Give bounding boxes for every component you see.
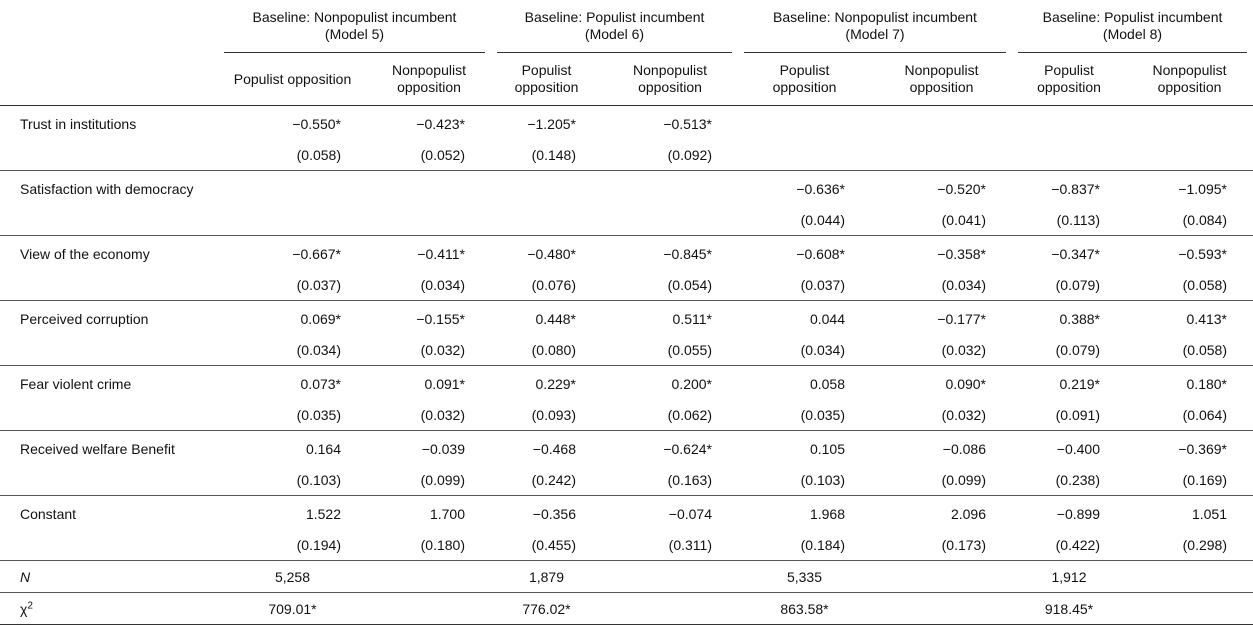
standard-error-cell: (0.184) xyxy=(800,536,845,553)
standard-error-cell: (0.238) xyxy=(1055,471,1100,488)
empty-cell xyxy=(367,561,491,593)
standard-error-cell: (0.103) xyxy=(296,471,341,488)
coefficient-cell: −1.095* xyxy=(1178,180,1227,197)
coefficient-cell: −0.356 xyxy=(532,505,576,522)
standard-error-cell xyxy=(491,204,602,236)
coefficient-cell: −0.608* xyxy=(796,245,845,262)
standard-error-cell: (0.169) xyxy=(1182,471,1227,488)
standard-error-cell: (0.079) xyxy=(1055,276,1100,293)
table-row xyxy=(0,399,1253,431)
table-row xyxy=(0,269,1253,301)
standard-error-cell: (0.194) xyxy=(296,536,341,553)
table-row xyxy=(0,366,1253,400)
standard-error-cell: (0.422) xyxy=(1055,536,1100,553)
coefficient-cell: −0.667* xyxy=(292,245,341,262)
standard-error-cell: (0.052) xyxy=(420,146,465,163)
coefficient-cell xyxy=(871,106,1012,140)
standard-error-cell: (0.092) xyxy=(667,146,712,163)
row-label: Trust in institutions xyxy=(20,115,137,132)
coefficient-cell: 0.044 xyxy=(809,310,845,327)
chi-square-value-cell: 709.01* xyxy=(268,600,317,617)
coefficient-cell: −0.369* xyxy=(1178,440,1227,457)
coefficient-cell: −1.205* xyxy=(527,115,576,132)
empty-cell xyxy=(602,561,738,593)
coefficient-cell: 1.968 xyxy=(809,505,845,522)
chi-symbol: χ xyxy=(20,600,28,617)
empty-cell xyxy=(1126,561,1253,593)
standard-error-cell: (0.099) xyxy=(941,471,986,488)
coefficient-cell: 0.058 xyxy=(809,375,845,392)
row-label: Satisfaction with democracy xyxy=(20,180,194,197)
standard-error-cell: (0.034) xyxy=(941,276,986,293)
coefficient-cell: 0.511* xyxy=(672,310,712,327)
standard-error-cell: (0.163) xyxy=(667,471,712,488)
table-row xyxy=(0,204,1253,236)
coefficient-cell: 0.090* xyxy=(945,375,986,392)
table-row xyxy=(0,106,1253,140)
chi-square-row xyxy=(0,593,1253,625)
standard-error-cell xyxy=(218,204,367,236)
row-label: View of the economy xyxy=(20,245,150,262)
coefficient-cell: −0.347* xyxy=(1051,245,1100,262)
coefficient-cell: 2.096 xyxy=(950,505,986,522)
n-label: N xyxy=(20,568,31,585)
coefficient-cell: −0.155* xyxy=(416,310,465,327)
standard-error-cell: (0.455) xyxy=(531,536,576,553)
standard-error-cell: (0.032) xyxy=(420,406,465,423)
coefficient-cell: −0.074 xyxy=(668,505,712,522)
standard-error-cell: (0.035) xyxy=(800,406,845,423)
coefficient-cell: 0.069* xyxy=(300,310,341,327)
coefficient-cell: 0.091* xyxy=(424,375,465,392)
coefficient-cell: −0.400 xyxy=(1056,440,1100,457)
empty-cell xyxy=(367,593,491,625)
coefficient-cell: −0.480* xyxy=(527,245,576,262)
coefficient-cell xyxy=(218,171,367,205)
coefficient-cell: 1.051 xyxy=(1191,505,1227,522)
coefficient-cell: −0.845* xyxy=(663,245,712,262)
standard-error-cell: (0.242) xyxy=(531,471,576,488)
subheader-cell: Populist opposition xyxy=(772,62,837,95)
standard-error-cell: (0.076) xyxy=(531,276,576,293)
standard-error-cell: (0.064) xyxy=(1182,406,1227,423)
standard-error-cell xyxy=(1126,139,1253,171)
row-label-blank xyxy=(0,269,218,301)
n-row xyxy=(0,561,1253,593)
table-row xyxy=(0,171,1253,205)
standard-error-cell: (0.103) xyxy=(800,471,845,488)
standard-error-cell: (0.044) xyxy=(800,211,845,228)
coefficient-cell: 0.180* xyxy=(1186,375,1227,392)
corner-cell-sub xyxy=(0,53,218,106)
coefficient-cell: −0.624* xyxy=(663,440,712,457)
subheader-cell: Populist opposition xyxy=(233,70,352,87)
coefficient-cell: −0.468 xyxy=(532,440,576,457)
standard-error-cell xyxy=(871,139,1012,171)
coefficient-cell: −0.550* xyxy=(292,115,341,132)
standard-error-cell: (0.311) xyxy=(668,536,712,553)
chi-superscript: 2 xyxy=(27,599,33,611)
coefficient-cell xyxy=(602,171,738,205)
row-label-blank xyxy=(0,204,218,236)
row-label: Constant xyxy=(20,505,77,522)
coefficient-cell: 0.229* xyxy=(535,375,576,392)
standard-error-cell: (0.032) xyxy=(420,341,465,358)
standard-error-cell xyxy=(1012,139,1126,171)
coefficient-cell: 0.164 xyxy=(305,440,341,457)
standard-error-cell: (0.093) xyxy=(531,406,576,423)
group-header-model-8: Baseline: Populist incumbent (Model 8) xyxy=(1012,0,1253,53)
coefficient-cell xyxy=(1012,106,1126,140)
coefficient-cell: 0.200* xyxy=(671,375,712,392)
row-label: Perceived corruption xyxy=(20,310,149,327)
standard-error-cell: (0.058) xyxy=(1182,341,1227,358)
group-header-model-5: Baseline: Nonpopulist incumbent (Model 5) xyxy=(218,0,491,53)
table-row xyxy=(0,529,1253,561)
row-label-blank xyxy=(0,139,218,171)
coefficient-cell: −0.593* xyxy=(1178,245,1227,262)
coefficient-cell xyxy=(491,171,602,205)
coefficient-cell: −0.899 xyxy=(1056,505,1100,522)
row-label: Fear violent crime xyxy=(20,375,132,392)
coefficient-cell: −0.423* xyxy=(416,115,465,132)
standard-error-cell: (0.034) xyxy=(296,341,341,358)
table-row xyxy=(0,301,1253,335)
group-header-row xyxy=(0,0,1253,53)
table-row xyxy=(0,236,1253,270)
coefficient-cell: 0.073* xyxy=(300,375,341,392)
coefficient-cell: −0.520* xyxy=(937,180,986,197)
empty-cell xyxy=(871,593,1012,625)
empty-cell xyxy=(871,561,1012,593)
row-label-blank xyxy=(0,464,218,496)
coefficient-cell xyxy=(738,106,871,140)
group-header-model-6: Baseline: Populist incumbent (Model 6) xyxy=(491,0,738,53)
standard-error-cell: (0.035) xyxy=(296,406,341,423)
coefficient-cell: −0.039 xyxy=(421,440,465,457)
coefficient-cell: −0.513* xyxy=(663,115,712,132)
coefficient-cell: 1.522 xyxy=(305,505,341,522)
coefficient-cell: −0.358* xyxy=(937,245,986,262)
n-value-cell: 1,879 xyxy=(528,568,565,585)
standard-error-cell: (0.079) xyxy=(1055,341,1100,358)
table-body xyxy=(0,106,1253,625)
table-row xyxy=(0,139,1253,171)
standard-error-cell: (0.298) xyxy=(1182,536,1227,553)
coefficient-cell: 0.388* xyxy=(1059,310,1100,327)
subheader-cell: Nonpopulist opposition xyxy=(633,62,707,95)
subheader-cell: Populist opposition xyxy=(514,62,579,95)
standard-error-cell: (0.173) xyxy=(941,536,986,553)
standard-error-cell: (0.055) xyxy=(667,341,712,358)
row-label-blank xyxy=(0,399,218,431)
subheader-cell: Nonpopulist opposition xyxy=(392,62,466,95)
standard-error-cell: (0.091) xyxy=(1055,406,1100,423)
empty-cell xyxy=(602,593,738,625)
standard-error-cell: (0.080) xyxy=(531,341,576,358)
n-value-cell: 5,258 xyxy=(274,568,311,585)
coefficient-cell: −0.086 xyxy=(942,440,986,457)
chi-square-label xyxy=(0,593,218,625)
standard-error-cell: (0.058) xyxy=(1182,276,1227,293)
subheader-row xyxy=(0,53,1253,106)
standard-error-cell: (0.113) xyxy=(1056,211,1100,228)
standard-error-cell: (0.058) xyxy=(296,146,341,163)
standard-error-cell: (0.041) xyxy=(941,211,986,228)
empty-cell xyxy=(1126,593,1253,625)
coefficient-cell: −0.837* xyxy=(1051,180,1100,197)
standard-error-cell: (0.034) xyxy=(420,276,465,293)
n-value-cell: 5,335 xyxy=(786,568,823,585)
standard-error-cell xyxy=(602,204,738,236)
row-label: Received welfare Benefit xyxy=(20,440,175,457)
n-value-cell: 1,912 xyxy=(1051,568,1087,585)
coefficient-cell xyxy=(1126,106,1253,140)
standard-error-cell xyxy=(738,139,871,171)
standard-error-cell: (0.034) xyxy=(800,341,845,358)
standard-error-cell xyxy=(367,204,491,236)
row-label-blank xyxy=(0,529,218,561)
group-header-model-7: Baseline: Nonpopulist incumbent (Model 7) xyxy=(738,0,1012,53)
coefficient-cell: 0.219* xyxy=(1059,375,1100,392)
coefficient-cell xyxy=(367,171,491,205)
standard-error-cell: (0.054) xyxy=(667,276,712,293)
coefficient-cell: 1.700 xyxy=(429,505,465,522)
coefficient-cell: 0.448* xyxy=(535,310,576,327)
standard-error-cell: (0.062) xyxy=(667,406,712,423)
standard-error-cell: (0.148) xyxy=(531,146,576,163)
coefficient-cell: −0.411* xyxy=(417,245,465,262)
coefficient-cell: 0.105 xyxy=(809,440,845,457)
chi-square-value-cell: 863.58* xyxy=(780,600,829,617)
standard-error-cell: (0.032) xyxy=(941,341,986,358)
standard-error-cell: (0.180) xyxy=(420,536,465,553)
coefficient-cell: −0.177* xyxy=(937,310,986,327)
chi-square-value-cell: 918.45* xyxy=(1044,600,1094,617)
coefficient-cell: 0.413* xyxy=(1186,310,1227,327)
standard-error-cell: (0.037) xyxy=(800,276,845,293)
table-row xyxy=(0,464,1253,496)
subheader-cell: Populist opposition xyxy=(1037,62,1101,95)
subheader-cell: Nonpopulist opposition xyxy=(904,62,979,95)
table-row xyxy=(0,334,1253,366)
subheader-cell: Nonpopulist opposition xyxy=(1152,62,1227,95)
standard-error-cell: (0.084) xyxy=(1182,211,1227,228)
corner-cell xyxy=(0,0,218,53)
coefficient-cell: −0.636* xyxy=(796,180,845,197)
chi-square-value-cell: 776.02* xyxy=(522,600,571,617)
standard-error-cell: (0.032) xyxy=(941,406,986,423)
row-label-blank xyxy=(0,334,218,366)
standard-error-cell: (0.099) xyxy=(420,471,465,488)
table-row xyxy=(0,496,1253,530)
table-row xyxy=(0,431,1253,465)
standard-error-cell: (0.037) xyxy=(296,276,341,293)
